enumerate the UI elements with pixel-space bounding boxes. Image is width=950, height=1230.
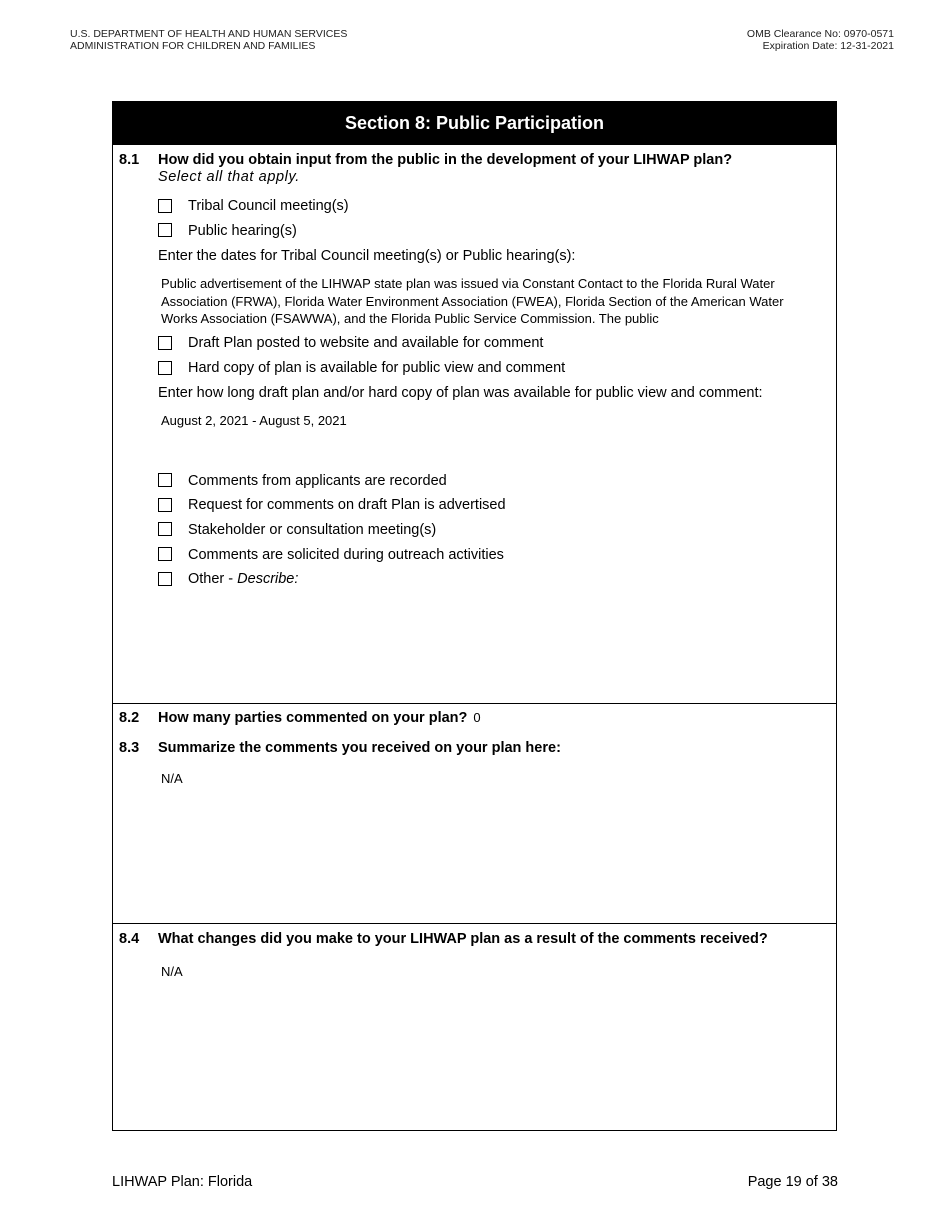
- meeting-dates-field[interactable]: Public advertisement of the LIHWAP state plan was issued via Constant Contact to the Florida Rural Water Association (FRWA), Florida Water Environment Association (FWEA), Florida Section of the American Water Works Association (FSAWWA), and the Florida Public Service Commission. The public: [161, 276, 784, 326]
- select-all-note: Select all that apply.: [158, 169, 300, 185]
- tribal-council-checkbox[interactable]: [158, 199, 172, 213]
- draft-plan-checkbox[interactable]: [158, 336, 172, 350]
- question-8-2: [158, 710, 481, 726]
- question-8-4-text: What changes did you make to your LIHWAP plan as a result of the comments received?: [158, 931, 768, 947]
- administration-name: ADMINISTRATION FOR CHILDREN AND FAMILIES: [70, 40, 316, 52]
- comments-advertised-label: Request for comments on draft Plan is advertised: [188, 497, 506, 513]
- public-hearing-label: Public hearing(s): [188, 223, 297, 239]
- agency-header: [70, 28, 347, 52]
- question-8-2-text: How many parties commented on your plan?: [158, 710, 468, 726]
- expiration-date: Expiration Date: 12-31-2021: [762, 40, 894, 52]
- question-8-1-text: How did you obtain input from the public in the development of your LIHWAP plan?: [158, 152, 733, 168]
- draft-plan-label: Draft Plan posted to website and available for comment: [188, 335, 544, 351]
- other-label: [188, 571, 298, 587]
- question-8-4-number: 8.4: [119, 931, 140, 947]
- divider-8-1: [113, 703, 836, 704]
- public-hearing-checkbox[interactable]: [158, 223, 172, 237]
- question-8-1-number: 8.1: [119, 152, 140, 168]
- other-checkbox[interactable]: [158, 572, 172, 586]
- parties-count-field[interactable]: 0: [473, 710, 481, 725]
- page-number: Page 19 of 38: [747, 1174, 838, 1190]
- comments-recorded-checkbox[interactable]: [158, 473, 172, 487]
- other-label-text: Other -: [188, 571, 238, 587]
- plan-changes-field[interactable]: N/A: [161, 964, 183, 979]
- stakeholder-meeting-checkbox[interactable]: [158, 522, 172, 536]
- tribal-council-label: Tribal Council meeting(s): [188, 198, 349, 214]
- other-describe-hint: Describe:: [237, 571, 299, 587]
- section-8-form: [112, 101, 837, 1131]
- footer-plan-label: LIHWAP Plan: Florida: [112, 1174, 253, 1190]
- comments-advertised-checkbox[interactable]: [158, 498, 172, 512]
- divider-8-3: [113, 923, 836, 924]
- outreach-comments-label: Comments are solicited during outreach activities: [188, 547, 504, 563]
- question-8-3-text: Summarize the comments you received on your plan here:: [158, 740, 561, 756]
- department-name: U.S. DEPARTMENT OF HEALTH AND HUMAN SERVICES: [70, 28, 348, 40]
- comments-summary-field[interactable]: N/A: [161, 771, 183, 786]
- hard-copy-checkbox[interactable]: [158, 361, 172, 375]
- availability-field[interactable]: August 2, 2021 - August 5, 2021: [161, 413, 347, 428]
- omb-clearance: OMB Clearance No: 0970-0571: [746, 28, 894, 40]
- comments-recorded-label: Comments from applicants are recorded: [188, 473, 447, 489]
- availability-prompt: Enter how long draft plan and/or hard copy of plan was available for public view and comment:: [158, 385, 763, 401]
- omb-header: [747, 28, 894, 52]
- meeting-dates-prompt: Enter the dates for Tribal Council meeting(s) or Public hearing(s):: [158, 248, 576, 264]
- question-8-3-number: 8.3: [119, 740, 140, 756]
- hard-copy-label: Hard copy of plan is available for public view and comment: [188, 360, 566, 376]
- outreach-comments-checkbox[interactable]: [158, 547, 172, 561]
- stakeholder-meeting-label: Stakeholder or consultation meeting(s): [188, 522, 437, 538]
- section-title: Section 8: Public Participation: [113, 102, 836, 145]
- question-8-2-number: 8.2: [119, 710, 140, 726]
